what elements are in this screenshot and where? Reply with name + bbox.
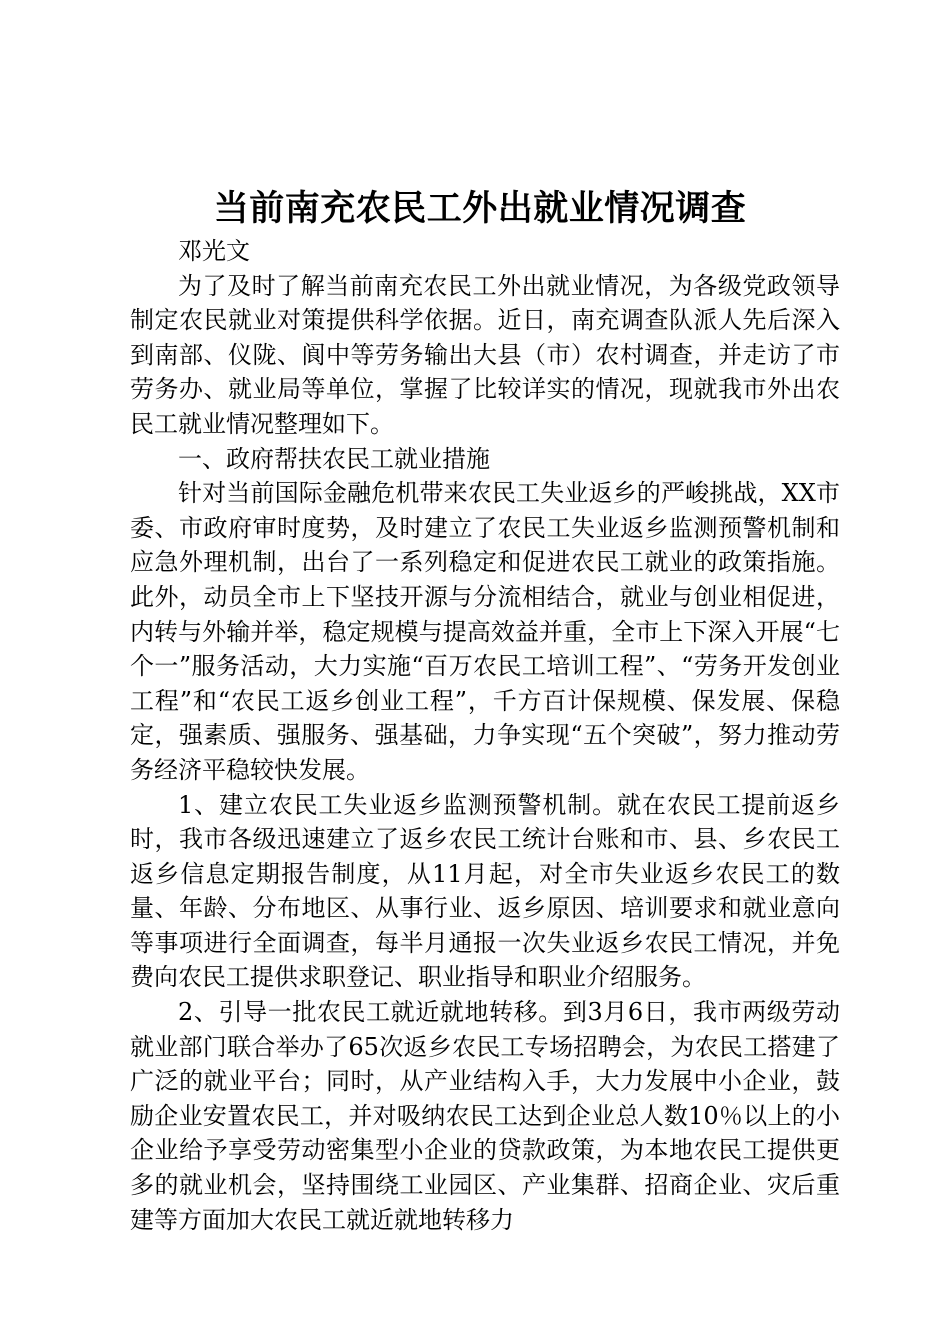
paragraph-intro: 为了及时了解当前南充农民工外出就业情况，为各级党政领导制定农民就业对策提供科学依据。近日，南充调查队派人先后深入到南部、仪陇、阆中等劳务输出大县（市）农村调查，并走访了市劳务办、就业局等单位，掌握了比较详实的情况，现就我市外出农民工就业情况整理如下。 (130, 271, 840, 438)
paragraph-item-1: 1、建立农民工失业返乡监测预警机制。就在农民工提前返乡时，我市各级迅速建立了返乡农民工统计台账和市、县、乡农民工返乡信息定期报告制度，从11月起，对全市失业返乡农民工的数量、年龄、分布地区、从事行业、返乡原因、培训要求和就业意向等事项进行全面调查，每半月通报一次失业返乡农民工情况，并免费向农民工提供求职登记、职业指导和职业介绍服务。 (130, 790, 840, 992)
author-name: 邓光文 (178, 237, 250, 265)
document-title: 当前南充农民工外出就业情况调查 (213, 189, 747, 229)
paragraph-item-2: 2、引导一批农民工就近就地转移。到3月6日，我市两级劳动就业部门联合举办了65次返乡农民工专场招聘会，为农民工搭建了广泛的就业平台；同时，从产业结构入手，大力发展中小企业，鼓励企业安置农民工，并对吸纳农民工达到企业总人数10％以上的小企业给予享受劳动密集型小企业的贷款政策，为本地农民工提供更多的就业机会，坚持围绕工业园区、产业集群、招商企业、灾后重建等方面加大农民工就近就地转移力 (130, 998, 840, 1234)
paragraph-measures: 针对当前国际金融危机带来农民工失业返乡的严峻挑战，XX市委、市政府审时度势，及时建立了农民工失业返乡监测预警机制和应急外理机制，出台了一系列稳定和促进农民工就业的政策指施。此外，动员全市上下坚技开源与分流相结合，就业与创业相促进，内转与外输并举，稳定规模与提高效益并重，全市上下深入开展“七个一”服务活动，大力实施“百万农民工培训工程”、“劳务开发创业工程”和“农民工返乡创业工程”，千方百计保规模、保发展、保稳定，强素质、强服务、强基础，力争实现“五个突破”，努力推动劳务经济平稳较快发展。 (130, 479, 840, 784)
section-heading: 一、政府帮扶农民工就业措施 (178, 444, 490, 473)
document-body (130, 234, 840, 1237)
